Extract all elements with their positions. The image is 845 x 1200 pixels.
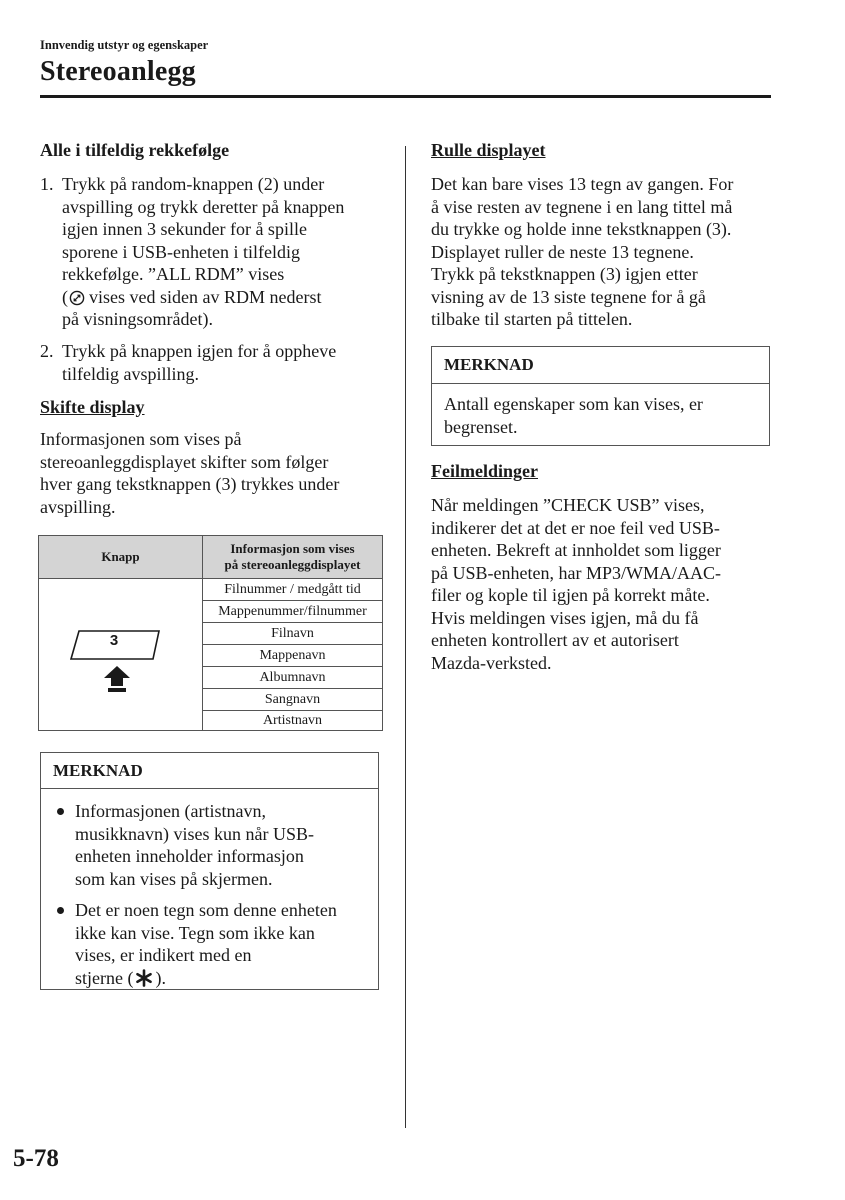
note-line: Antall egenskaper som kan vises, er: [444, 394, 703, 414]
bullet-dot-icon: [57, 907, 64, 914]
feil-line: Når meldingen ”CHECK USB” vises,: [431, 495, 705, 515]
note-line: begrenset.: [444, 416, 518, 437]
random-heading: Alle i tilfeldig rekkefølge: [40, 140, 230, 160]
random-item-1-line-with-icon: [62, 286, 382, 309]
note-bullet-line: Informasjonen (artistnavn,: [75, 801, 266, 821]
page-title: Stereoanlegg: [40, 56, 196, 87]
random-item-2: [62, 340, 382, 385]
random-item-1-line: sporene i USB-enheten i tilfeldig: [62, 241, 300, 262]
feil-line: Mazda-verksted.: [431, 652, 552, 673]
table-row: Filnummer / medgått tid: [203, 579, 382, 601]
feil-line: på USB-enheten, har MP3/WMA/AAC-: [431, 562, 721, 583]
random-item-1-line: igjen innen 3 sekunder for å spille: [62, 219, 307, 239]
table-row: Mappenavn: [203, 645, 382, 667]
display-info-table: [38, 535, 383, 731]
random-item-1-line: Trykk på random-knappen (2) under: [62, 174, 325, 194]
rulle-line: å vise resten av tegnene i en lang tittel må: [431, 196, 733, 217]
note-bullet-line-with-icon: [75, 967, 375, 990]
table-row: Sangnavn: [203, 689, 382, 711]
table-row: Filnavn: [203, 623, 382, 645]
random-item-1-line: avspilling og trykk deretter på knappen: [62, 196, 345, 217]
random-item-2-number: 2.: [40, 341, 54, 361]
random-disc-icon: [69, 289, 85, 305]
page-number: 5-78: [13, 1145, 59, 1172]
random-item-2-line: tilfeldig avspilling.: [62, 363, 199, 384]
note-bullet-2: [55, 899, 375, 989]
skifte-line: hver gang tekstknappen (3) trykkes under: [40, 474, 340, 494]
note-bullet-line: som kan vises på skjermen.: [75, 868, 273, 889]
table-header-info: [203, 536, 382, 578]
note-heading: MERKNAD: [41, 753, 378, 789]
random-item-1-number: 1.: [40, 174, 54, 194]
note-box-right: [431, 346, 770, 446]
random-item-1-line: på visningsområdet).: [62, 309, 213, 329]
note-bullet-list: [55, 800, 375, 989]
note-bullet-text: ).: [155, 967, 166, 988]
table-row: Artistnavn: [262, 713, 323, 728]
table-header-row: [39, 536, 382, 579]
feil-line: filer og kople til igjen på korrekt måte.: [431, 585, 710, 605]
asterisk-icon: [135, 969, 153, 987]
note-bullet-line: musikknavn) vises kun når USB-: [75, 823, 314, 844]
note-heading: MERKNAD: [432, 347, 769, 384]
note-text: [444, 393, 764, 438]
skifte-line: Informasjonen som vises på: [40, 429, 242, 449]
note-bullet-line: ikke kan vise. Tegn som ikke kan: [75, 922, 315, 943]
random-item-1-line: rekkefølge. ”ALL RDM” vises: [62, 264, 285, 284]
title-rule: [40, 95, 771, 98]
press-arrow-icon: [102, 665, 132, 693]
rulle-line: du trykke og holde inne tekstknappen (3).: [431, 219, 732, 239]
table-header-info-line: Informasjon som vises: [230, 541, 355, 556]
table-header-info-line: på stereoanleggdisplayet: [224, 557, 361, 572]
skifte-paragraph: [40, 428, 385, 518]
table-row: Mappenummer/filnummer: [203, 601, 382, 623]
note-box-left: [40, 752, 379, 990]
feil-line: enheten. Bekreft at innholdet som ligger: [431, 540, 721, 560]
table-button-cell: [39, 579, 203, 730]
section-label: Innvendig utstyr og egenskaper: [40, 38, 209, 52]
note-bullet-line: enheten inneholder informasjon: [75, 846, 304, 866]
rulle-line: Trykk på tekstknappen (3) igjen etter: [431, 264, 698, 284]
random-item-1-line: vises ved siden av RDM nederst: [89, 286, 322, 307]
table-header-knapp: Knapp: [39, 536, 203, 578]
feil-line: Hvis meldingen vises igjen, må du få: [431, 607, 699, 628]
paren-open: (: [62, 286, 68, 307]
random-item-2-line: Trykk på knappen igjen for å oppheve: [62, 341, 337, 361]
rulle-heading: Rulle displayet: [431, 140, 546, 160]
note-bullet-line: vises, er indikert med en: [75, 945, 252, 965]
rulle-line: visning av de 13 siste tegnene for å gå: [431, 286, 706, 307]
note-bullet-line: Det er noen tegn som denne enheten: [75, 900, 337, 920]
column-divider: [405, 146, 406, 1128]
feil-heading: Feilmeldinger: [431, 461, 538, 481]
rulle-line: tilbake til starten på tittelen.: [431, 309, 633, 329]
note-bullet-1: [55, 800, 375, 890]
note-bullet-text: stjerne (: [75, 967, 134, 988]
feil-paragraph: [431, 494, 776, 674]
rulle-line: Det kan bare vises 13 tegn av gangen. For: [431, 174, 734, 194]
rulle-line: Displayet ruller de neste 13 tegnene.: [431, 241, 694, 262]
skifte-heading: Skifte display: [40, 397, 145, 417]
text-button-3-label: 3: [109, 632, 119, 649]
feil-line: enheten kontrollert av et autorisert: [431, 630, 679, 650]
random-item-1: [62, 173, 382, 331]
rulle-paragraph: [431, 173, 776, 331]
skifte-line: stereoanleggdisplayet skifter som følger: [40, 451, 329, 472]
table-row: Albumnavn: [203, 667, 382, 689]
bullet-dot-icon: [57, 808, 64, 815]
feil-line: indikerer det at det er noe feil ved USB-: [431, 517, 720, 538]
skifte-line: avspilling.: [40, 496, 116, 517]
